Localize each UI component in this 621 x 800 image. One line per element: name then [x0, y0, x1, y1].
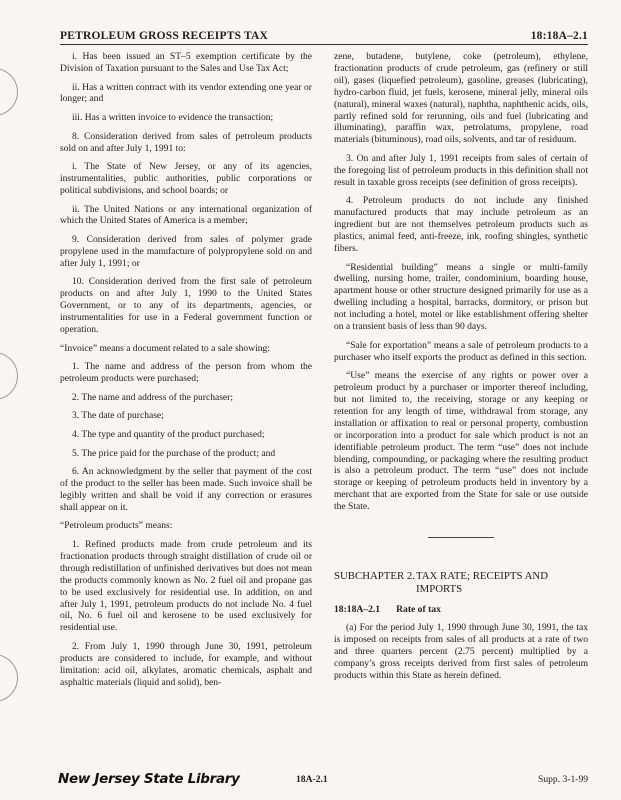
paragraph: 2. The name and address of the purchaser; [72, 391, 234, 403]
paragraph: 10. Consideration derived from the first sale of petroleum products on and after July 1, 1990 to the United States Government, or to any of its departments, agencies, or instrumentalities for use in a Federal government function or operation. [60, 276, 312, 336]
paragraph: 3. The date of purchase; [72, 410, 164, 422]
header-section-number: 18:18A–2.1 [530, 30, 588, 42]
binder-hole [0, 352, 18, 400]
paragraph: 9. Consideration derived from sales of polymer grade propylene used in the manufacture of polypropylene sold on and after July 1, 1991; or [60, 234, 312, 269]
paragraph: iii. Has a written invoice to evidence the transaction; [72, 112, 274, 123]
paragraph: 3. On and after July 1, 1991 receipts from sales of certain of the foregoing list of petroleum products in this definition shall not result in taxable gross receipts (see definition of gross receipts). [334, 152, 588, 188]
paragraph: 4. The type and quantity of the product purchased; [72, 428, 265, 440]
paragraph: ii. Has a written contract with its vendor extending one year or longer; and [60, 81, 312, 105]
subchapter-title: TAX RATE; RECEIPTS AND IMPORTS [416, 570, 549, 596]
definition-sale-for-exportation: “Sale for exportation” means a sale of petroleum products to a purchaser who itself exports the product as defined in this section. [334, 339, 588, 363]
paragraph: i. The State of New Jersey, or any of its agencies, instrumentalities, public authorities, public corporations or political subdivisions, and school boards; or [60, 161, 312, 196]
paragraph: 8. Consideration derived from sales of petroleum products sold on and after July 1, 1991 to: [60, 130, 312, 154]
subchapter-heading [334, 570, 588, 596]
definition-use: “Use” means the exercise of any rights or power over a petroleum product by a purchaser or importer thereof including, but not limited to, the receiving, storage or any keeping or retention for any length of time, withdrawal from storage, any installation or affixation to real or personal property, combustion or incorporation into a product for sale which product is not an identifiable petroleum product. The term “use” does not include blending, compounding, or packaging where the resulting product is also a petroleum product. The term “use” does not include storage or keeping of petroleum products held in inventory by a merchant that are exported from the State for sale or use outside the State. [334, 370, 588, 513]
section-heading [334, 604, 588, 616]
paragraph: 1. The name and address of the person from whom the petroleum products were purchased; [60, 361, 312, 385]
right-column [334, 51, 588, 688]
paragraph: 5. The price paid for the purchase of the product; and [72, 447, 276, 459]
binder-hole [0, 68, 18, 116]
paragraph: 1. Refined products made from crude petroleum and its fractionation products through straight distillation of crude oil or through redistillation of unfinished derivatives but does not mean the products commonly known as No. 2 fuel oil and propane gas to be used exclusively for residential use. In addition, on and after July 1, 1991, petroleum products do not include No. 4 fuel oil, No. 6 fuel oil and kerosene to be used exclusively for residential use. [60, 539, 312, 634]
definition-petroleum-products: “Petroleum products” means: [60, 520, 173, 532]
paragraph: i. Has been issued an ST–5 exemption certificate by the Division of Taxation pursuant to the Sales and Use Tax Act; [60, 51, 312, 74]
section-divider [428, 537, 494, 538]
binder-hole [0, 654, 18, 702]
page-number: 18A-2.1 [296, 774, 328, 785]
definition-residential-building: “Residential building” means a single or multi-family dwelling, nursing home, trailer, condominium, boarding house, apartment house or other structure designed primarily for use as a dwelling including a hospital, barracks, dormitory, or prison but not including a hotel, motel or like establishment offering shelter on a transient basis of less than 90 days. [334, 261, 588, 333]
left-column [60, 51, 312, 695]
section-number: 18:18A–2.1 [334, 604, 381, 616]
section-text: (a) For the period July 1, 1990 through June 30, 1991, the tax is imposed on receipts from sales of all products at a rate of two and three quarters percent (2.75 percent) multiplied by a company’s gross receipts derived from first sales of petroleum products within this State as herein defined. [334, 621, 588, 681]
paragraph: 6. An acknowledgment by the seller that payment of the cost of the product to the seller has been made. Such invoice shall be legibly written and shall be void if any correction or erasures shall appear on it. [60, 466, 312, 513]
running-header [60, 30, 588, 45]
paragraph: 2. From July 1, 1990 through June 30, 1991, petroleum products are considered to include, for example, and without limitation: acid oil, alkylates, aromatic chemicals, asphalt and asphaltic materials (liquid and solid), ben- [60, 640, 312, 688]
subchapter-number: SUBCHAPTER 2. [334, 570, 415, 583]
definition-invoice: “Invoice” means a document related to a sale showing: [60, 342, 270, 354]
header-title: PETROLEUM GROSS RECEIPTS TAX [60, 30, 269, 42]
paragraph: 4. Petroleum products do not include any finished manufactured products that may include petroleum as an ingredient but are not themselves petroleum products such as plastics, animal feed, anti-freeze, ink, roofing shingles, synthetic fibers. [334, 195, 588, 254]
supplement-date: Supp. 3-1-99 [538, 774, 589, 785]
paragraph: ii. The United Nations or any international organization of which the United States of America is a member; [60, 203, 312, 227]
library-stamp: New Jersey State Library [58, 771, 240, 787]
section-title: Rate of tax [396, 604, 441, 616]
paragraph: zene, butadene, butylene, coke (petroleum), ethylene, fractionation products of crude petroleum, gas (refinery or still oil), gases (liquefied petroleum), gasoline, greases (lubricating), hydro-carbon fluid, jet fuels, kerosene, mineral jelly, mineral oils (natural), mineral waxes (natural), naphtha, naphthenic acids, oils, partly refined sold for rerunning, oils and fuel (lubricating and illuminating), paraffin wax, petrolatums, propylene, road materials (bituminous), road oils, solvents, and tar of residuum. [334, 51, 588, 146]
